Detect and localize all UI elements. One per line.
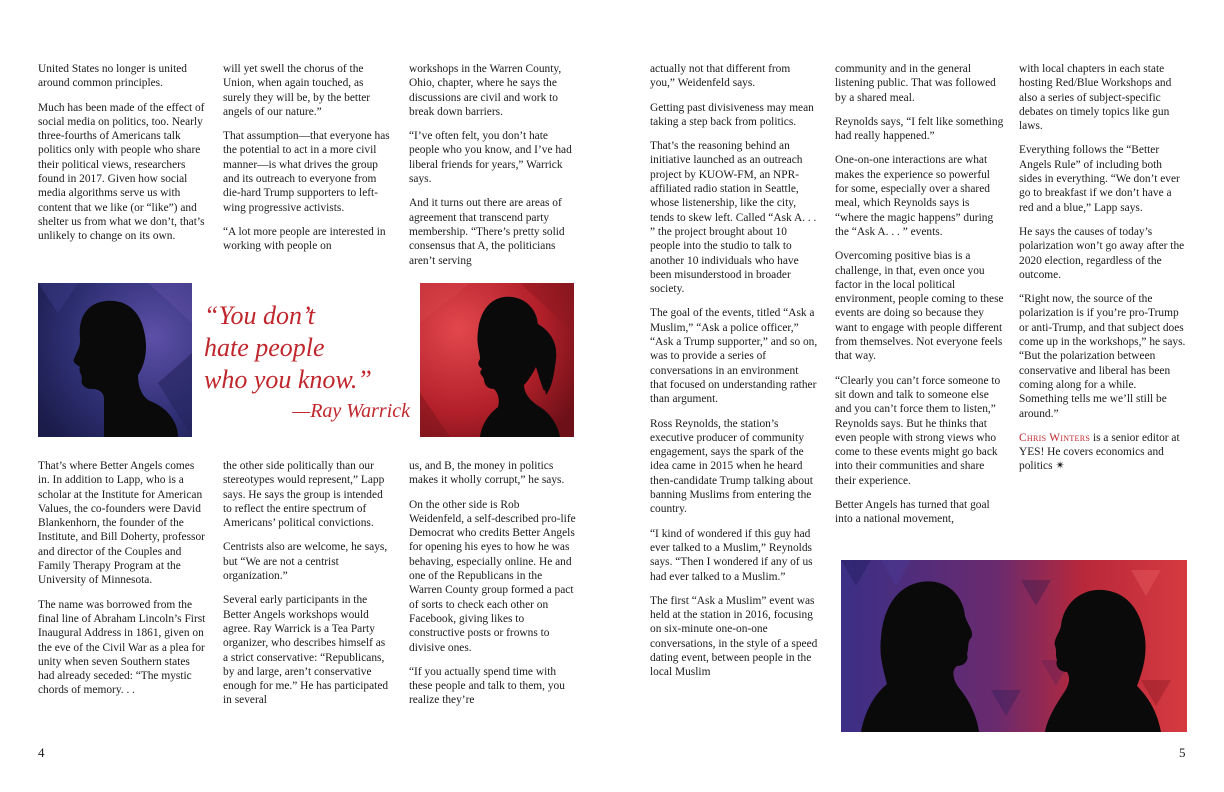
right-col-1 [650,62,818,730]
paragraph: That’s where Better Angels comes in. In addition to Lapp, who is a scholar at the Institute for American Values, the co-founders were David Blankenhorn, the founder of the Institute, and Bill Doherty, professor and director of the Couples and Family Therapy Program at the University of Minnesota. [38,460,205,587]
paragraph: workshops in the Warren County, Ohio, chapter, where he says the discussions are civil and work to break down barriers. [409,63,562,118]
paragraph: Much has been made of the effect of social media on politics, too. Nearly three-fourths of Americans talk politics only with people who share their political views, researchers found in 2017. Given how social media algorithms serve us with content that we like (or “like”) and shelter us from what we don’t, that’s unlikely to change on its own. [38,101,205,243]
left-top-col-3 [409,62,577,274]
pull-quote [204,300,414,423]
left-top-col-2 [223,62,391,274]
paragraph: “I’ve often felt, you don’t hate people who you know, and I’ve had liberal friends for years,” Warrick says. [409,130,572,186]
paragraph: Overcoming positive bias is a challenge, in that, even once you factor in the local political environment, people coming to these events are doing so because they want to engage with people different from themselves. Not everyone feels that way. [835,250,1004,363]
page-number: 5 [1179,745,1186,760]
paragraph: will yet swell the chorus of the Union, when again touched, as surely they will be, by the better angels of our nature.” [223,63,371,118]
two-faces-silhouette-image [841,560,1187,732]
paragraph: Centrists also are welcome, he says, but “We are not a centrist organization.” [223,541,388,583]
paragraph: That assumption—that everyone has the potential to act in a more civil manner—is what drives the group and its outreach to everyone from die-hard Trump supporters to left-wing progressive activists. [223,130,390,214]
paragraph: the other side politically than our stereotypes would represent,” Lapp says. He says the group is intended to reflect the entire spectrum of Americans’ political convictions. [223,460,385,530]
right-col-2 [835,62,1005,554]
paragraph: “If you actually spend time with these people and talk to them, you realize they’re [409,665,565,707]
woman-silhouette-red-image [420,283,574,437]
author-name: Chris Winters [1019,431,1091,444]
paragraph: The goal of the events, titled “Ask a Muslim,” “Ask a police officer,” “Ask a Trump supporter,” and so on, was to provide a series of conversations in an environment that focused on understanding rather than argument. [650,307,818,406]
pull-quote-line: hate people [204,333,325,362]
paragraph: Reynolds says, “I felt like something had really happened.” [835,115,1004,143]
paragraph: with local chapters in each state hosting Red/Blue Workshops and also a series of subject-specific debates on timely topics like gun laws. [1019,63,1172,133]
paragraph: community and in the general listening public. That was followed by a shared meal. [835,63,996,104]
pull-quote-line: who you know.” [204,365,372,394]
right-page [612,0,1224,792]
author-bio [1019,431,1187,474]
paragraph: Getting past divisiveness may mean taking a step back from politics. [650,101,814,128]
paragraph: Ross Reynolds, the station’s executive producer of community engagement, says the spark of the idea came in 2015 when he heard then-candidate Trump talking about banning Muslims from entering the country. [650,417,813,516]
paragraph: On the other side is Rob Weidenfeld, a self-described pro-life Democrat who credits Better Angels for opening his eyes to how he was behaving, especially online. He and one of the Republicans in the Warren County group formed a pact of sorts to check each other on Facebook, giving likes to constructive posts or frowns to divisive ones. [409,498,576,654]
right-col-3 [1019,62,1187,554]
paragraph: us, and B, the money in politics makes it wholly corrupt,” he says. [409,460,565,487]
left-bottom-col-2 [223,459,391,729]
paragraph: “I kind of wondered if this guy had ever talked to a Muslim,” Reynolds says. “Then I wondered if any of us had ever talked to a Muslim.” [650,527,813,583]
left-top-col-1 [38,62,206,267]
paragraph: And it turns out there are areas of agreement that transcend party membership. “There’s pretty solid consensus that A, the politicians aren’t serving [409,197,565,267]
paragraph: Several early participants in the Better Angels workshops would agree. Ray Warrick is a Tea Party organizer, who describes himself as a strict conservative: “Republicans, by and large, aren’t conservative enough for me.” He has participated in several [223,594,389,707]
paragraph: He says the causes of today’s polarization won’t go away after the 2020 election, regardless of the outcome. [1019,225,1185,281]
paragraph: The name was borrowed from the final line of Abraham Lincoln’s First Inaugural Address in 1861, given on the eve of the Civil War as a plea for unity when seven Southern states had already seceded: “The mystic chords of memory. . . [38,598,206,697]
paragraph: One-on-one interactions are what makes the experience so powerful for some, especially over a shared meal, which Reynolds says is “where the magic happens” during the “Ask A. . . ” events. [835,154,994,238]
left-bottom-col-1 [38,459,206,729]
pull-quote-line: “You don’t [204,301,316,330]
paragraph: “Right now, the source of the polarization is if you’re pro-Trump or anti-Trump, and that subject does come up in the workshops,” he says. “But the polarization between conservative and liberal has been coming along for a while. Something tells me we’ll still be around.” [1019,293,1186,420]
man-silhouette-blue-image [38,283,192,437]
paragraph: That’s the reasoning behind an initiative launched as an outreach project by KUOW-FM, an NPR-affiliated radio station in Seattle, whose listenership, like the city, tends to skew left. Called “Ask A. . . ” the project brought about 10 people into the studio to talk to another 10 individuals who have been misunderstood in broader society. [650,140,817,296]
paragraph: Everything follows the “Better Angels Rule” of including both sides in everything. “We don’t ever go to breakfast if we don’t have a red and a blue,” Lapp says. [1019,144,1180,214]
page-number: 4 [38,745,45,760]
paragraph: “A lot more people are interested in working with people on [223,225,386,253]
paragraph: actually not that different from you,” Weidenfeld says. [650,63,791,90]
author-bio-text: is a senior editor at YES! He covers economics and politics ✴ [1019,431,1180,473]
paragraph: Better Angels has turned that goal into a national movement, [835,499,990,526]
left-bottom-col-3 [409,459,577,729]
pull-quote-attribution: —Ray Warrick [292,400,410,422]
paragraph: United States no longer is united around common principles. [38,63,188,90]
paragraph: “Clearly you can’t force someone to sit down and talk to someone else and you can’t force them to listen,” Reynolds says. But he thinks that even people with strong views who come to these events might go back into their communities and share their experience. [835,374,1001,487]
paragraph: The first “Ask a Muslim” event was held at the station in 2016, focusing on six-minute one-on-one conversations, in the style of a speed dating event, between people in the local Muslim [650,594,818,679]
